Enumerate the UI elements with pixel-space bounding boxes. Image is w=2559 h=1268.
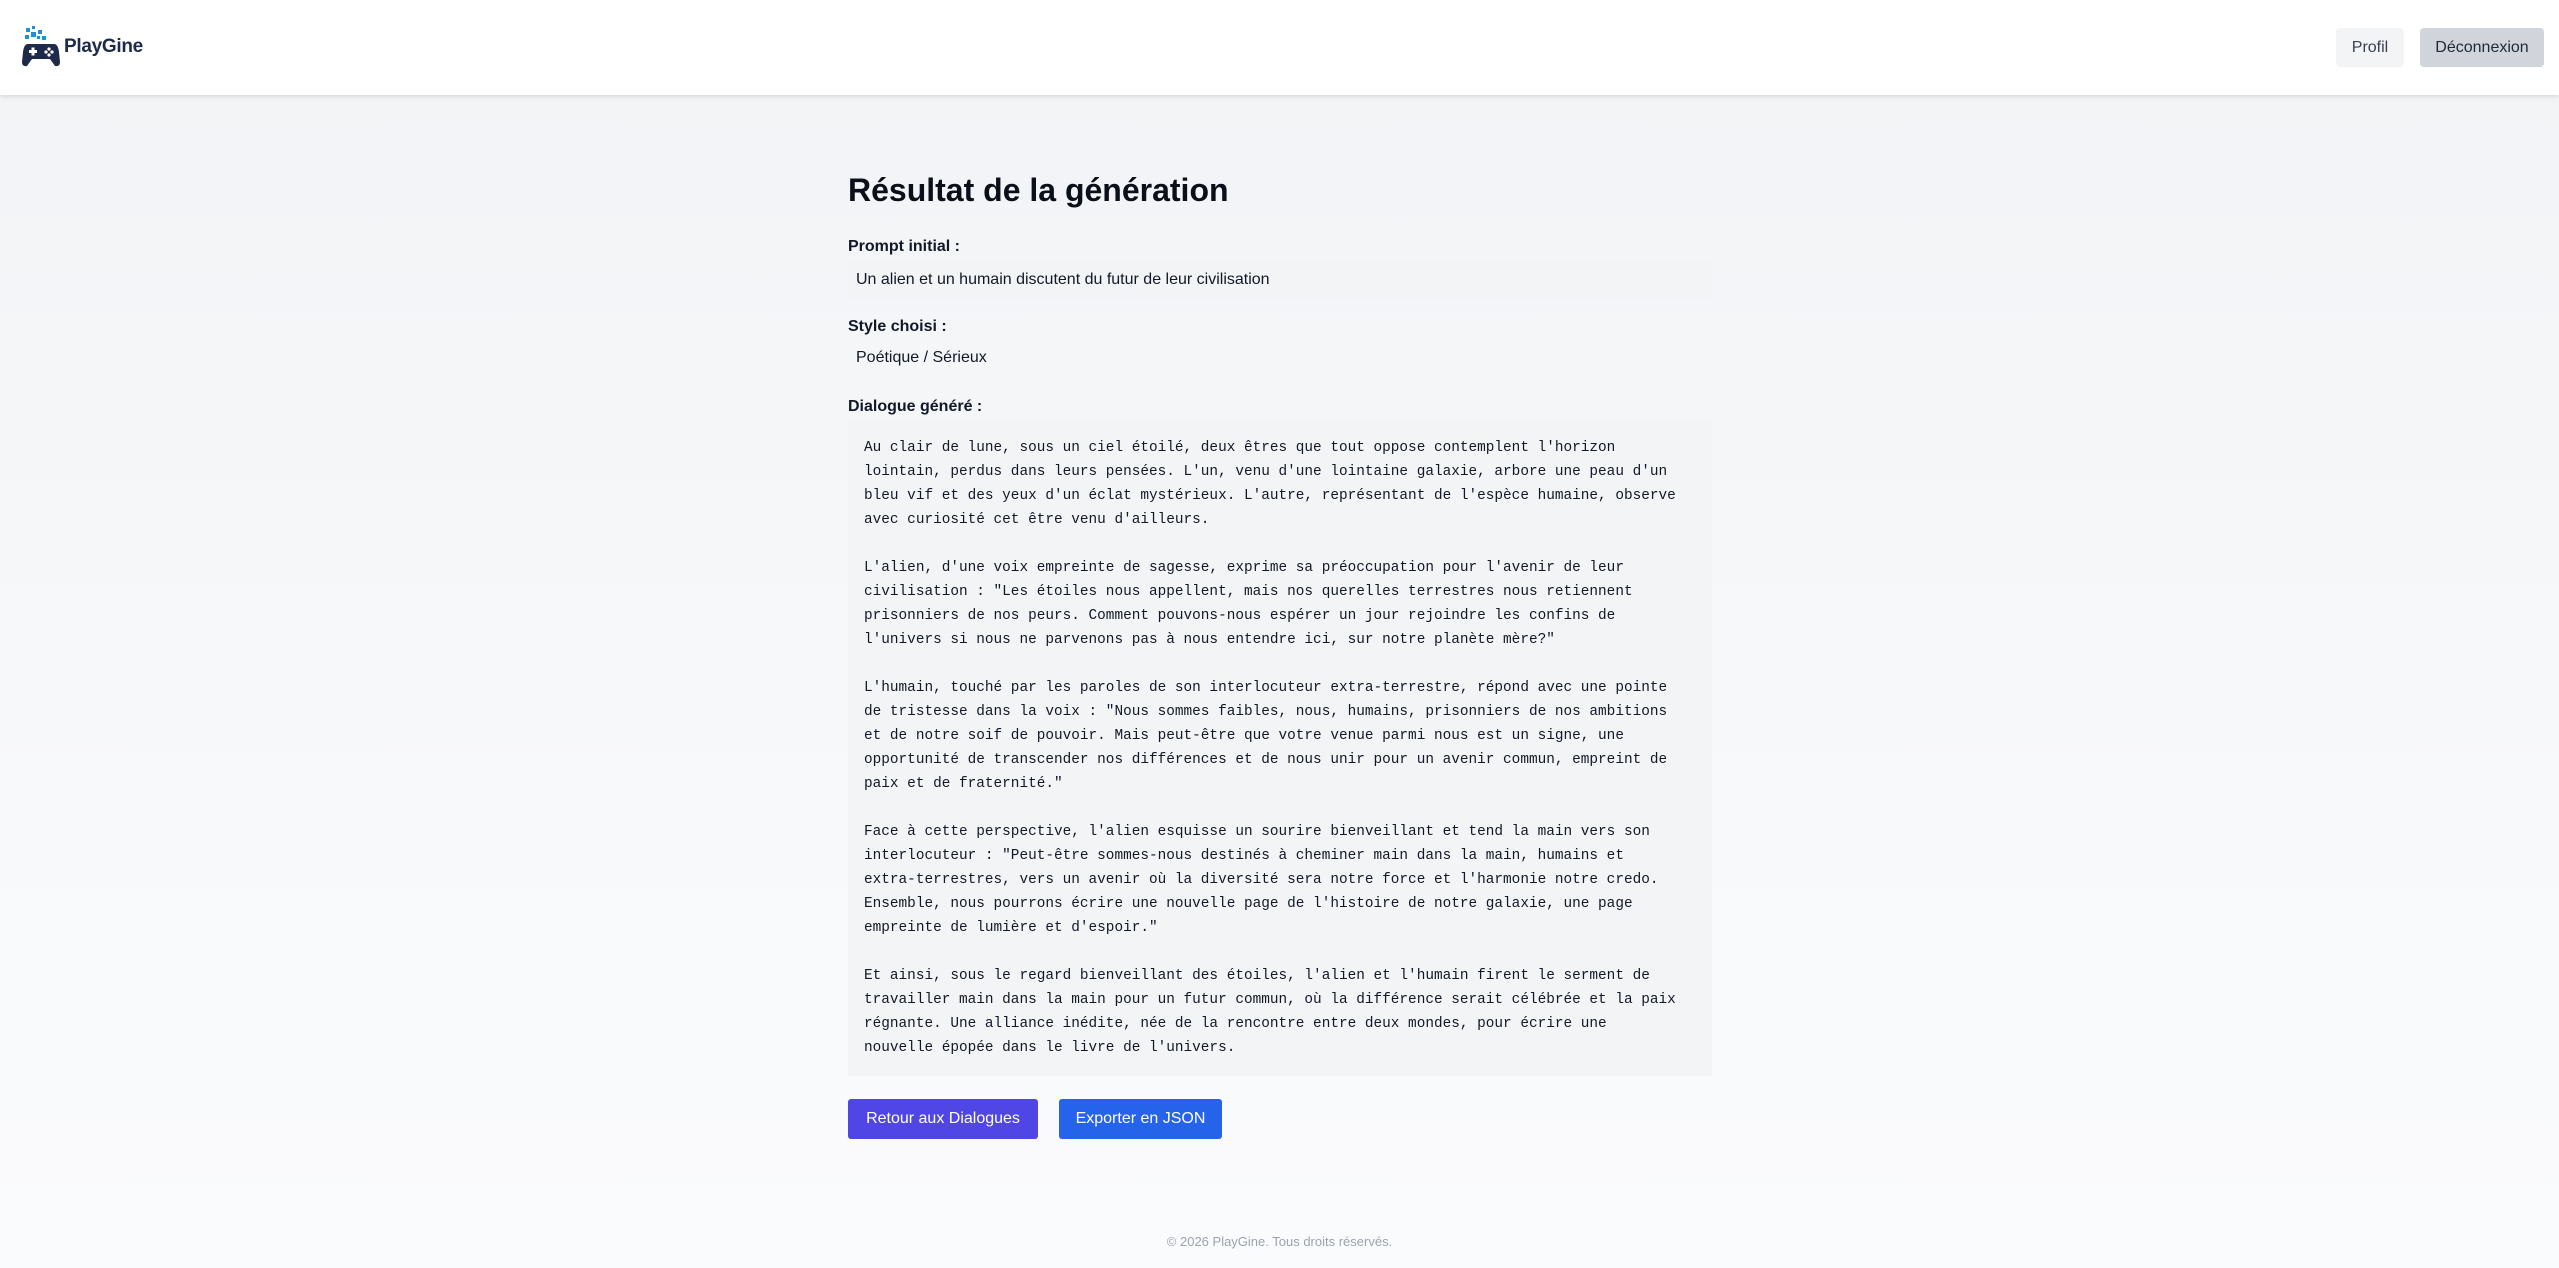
style-value: Poétique / Sérieux (856, 349, 987, 366)
logout-button[interactable]: Déconnexion (2420, 28, 2544, 67)
back-to-dialogues-button[interactable]: Retour aux Dialogues (848, 1099, 1038, 1139)
prompt-label: Prompt initial : (848, 238, 960, 255)
profile-button[interactable]: Profil (2336, 28, 2404, 67)
dialogue-output (848, 421, 1712, 1076)
dialogue-label: Dialogue généré : (848, 398, 983, 415)
prompt-value: Un alien et un humain discutent du futur de leur civilisation (848, 261, 1712, 299)
playgine-logo[interactable] (22, 26, 143, 68)
top-navbar (0, 0, 2559, 95)
export-json-button[interactable]: Exporter en JSON (1059, 1099, 1222, 1139)
logo-text: PlayGine (64, 36, 143, 57)
footer-copyright: © 2026 PlayGine. Tous droits réservés. (1166, 1234, 1393, 1249)
dialogue-text: Au clair de lune, sous un ciel étoilé, deux êtres que tout oppose contemplent l'horizon lointain, perdus dans leurs pensées. L'un, venu d'une lointaine galaxie, arbore une peau d'un bleu vif et des yeux d'un éclat mystérieux. L'autre, représentant de l'espèce humaine, observe avec curiosité cet être venu d'ailleurs. L'alien, d'une voix empreinte de sagesse, exprime sa préoccupation pour l'avenir de leur civilisation : "Les étoiles nous appellent, mais nos querelles terrestres nous retiennent prisonniers de nos peurs. Comment pouvons-nous espérer un jour rejoindre les confins de l'univers si nous ne parvenons pas à nous entendre ici, sur notre planète mère?" L'humain, touché par les paroles de son interlocuteur extra-terrestre, répond avec une pointe de tristesse dans la voix : "Nous sommes faibles, nous, humains, prisonniers de nos ambitions et de notre soif de pouvoir. Mais peut-être que votre venue parmi nous est un signe, une opportunité de transcender nos différences et de nous unir pour un avenir commun, empreint de paix et de fraternité." Face à cette perspective, l'alien esquisse un sourire bienveillant et tend la main vers son interlocuteur : "Peut-être sommes-nous destinés à cheminer main dans la main, humains et extra-terrestres, vers un avenir où la diversité sera notre force et l'harmonie notre credo. Ensemble, nous pourrons écrire une nouvelle page de l'histoire de notre galaxie, une page empreinte de lumière et d'espoir." Et ainsi, sous le regard bienveillant des étoiles, l'alien et l'humain firent le serment de travailler main dans la main pour un futur commun, où la différence serait célébrée et la paix régnante. Une alliance inédite, née de la rencontre entre deux mondes, pour écrire une nouvelle épopée dans le livre de l'univers. (864, 440, 1676, 1056)
gamepad-logo-icon (22, 26, 60, 68)
style-label: Style choisi : (848, 318, 947, 335)
page-title: Résultat de la génération (848, 172, 1229, 208)
